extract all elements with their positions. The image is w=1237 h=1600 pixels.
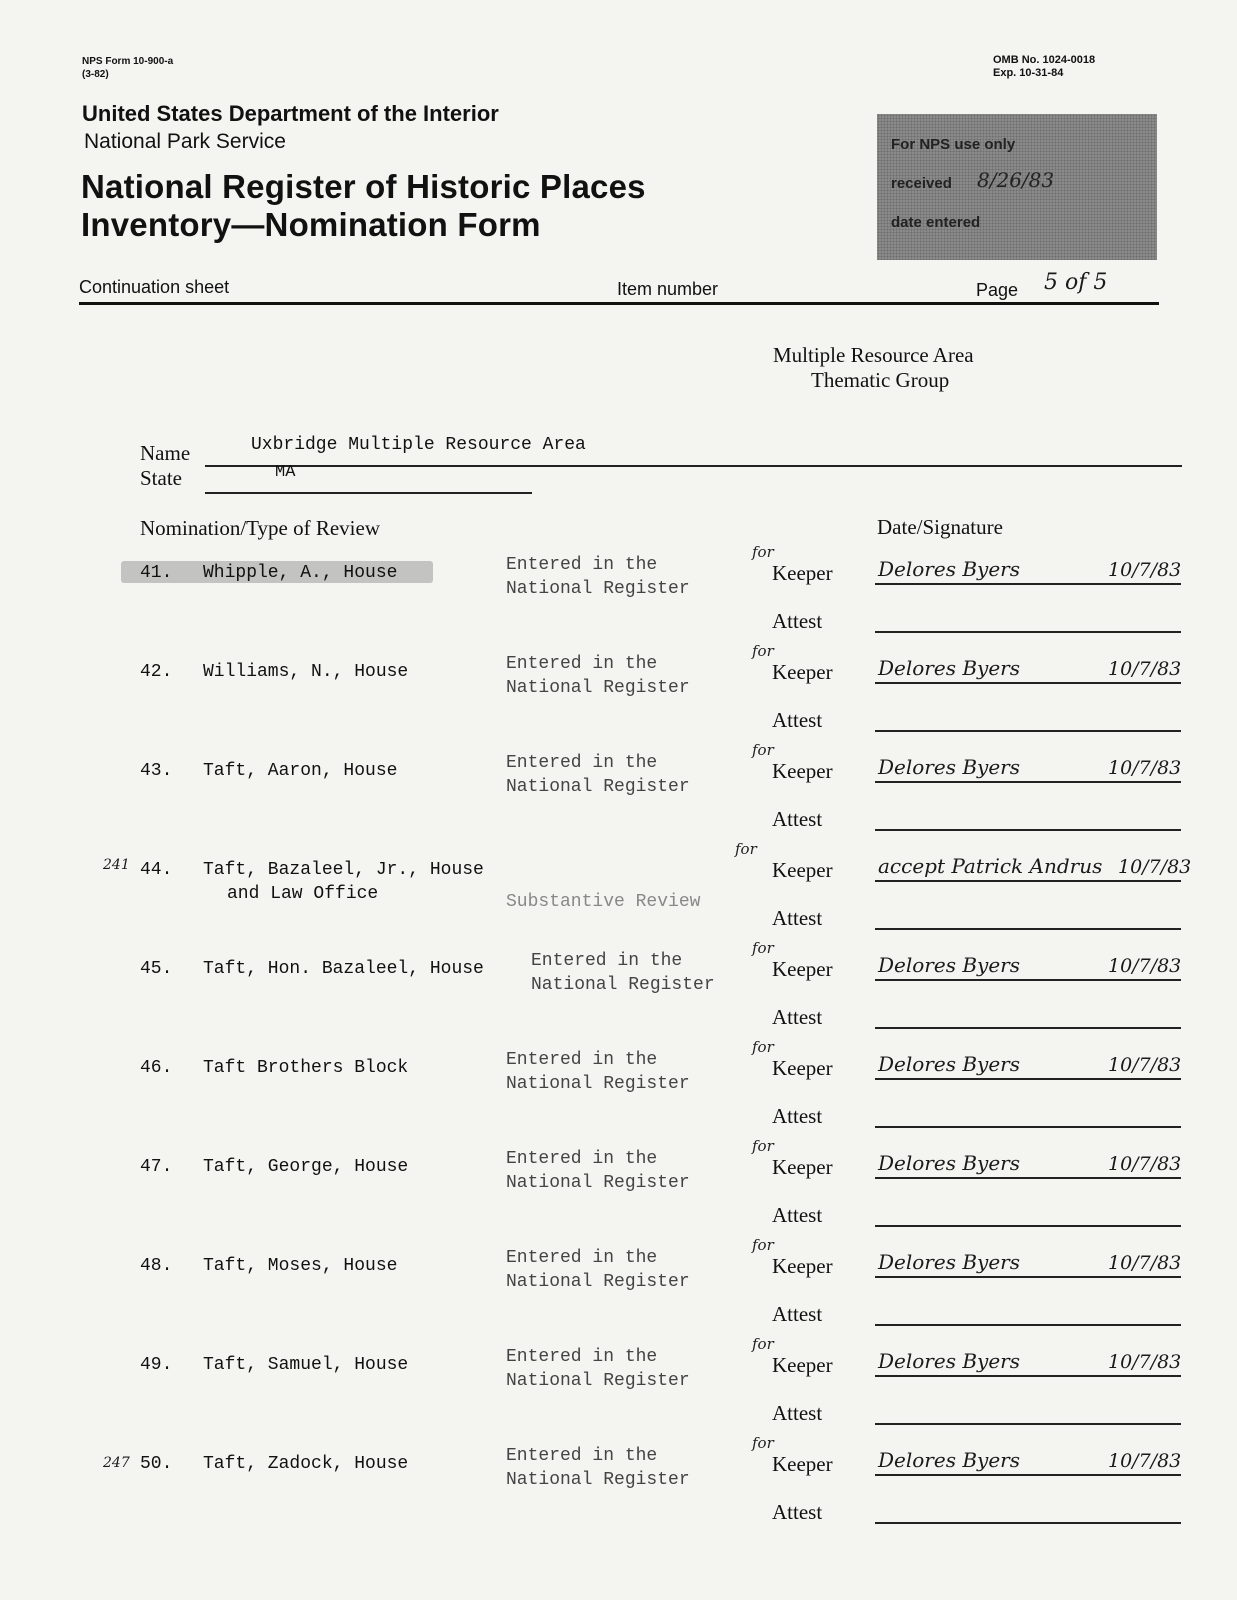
row-status-line1: Entered in the	[531, 951, 683, 971]
keeper-signature-date: 10/7/83	[1108, 1054, 1182, 1076]
row-property-name-2: and Law Office	[227, 884, 379, 904]
date-signature-label: Date/Signature	[877, 515, 1003, 539]
nps-use-box	[877, 114, 1157, 260]
keeper-signature-line	[875, 1177, 1181, 1179]
row-property-name: Taft, Hon. Bazaleel, House	[203, 959, 484, 979]
keeper-signature-line	[875, 1078, 1181, 1080]
service-name: National Park Service	[84, 130, 286, 153]
keeper-for-mark: for	[752, 939, 774, 957]
row-status-line2: Substantive Review	[506, 892, 701, 912]
attest-label: Attest	[772, 1401, 823, 1425]
keeper-signature: Delores Byers	[878, 953, 1020, 977]
keeper-label: Keeper	[772, 858, 833, 882]
row-status-line2: National Register	[531, 975, 715, 995]
keeper-label: Keeper	[772, 759, 833, 783]
attest-signature-line	[875, 928, 1181, 930]
row-number: 49.	[140, 1355, 173, 1375]
received-date: 8/26/83	[977, 168, 1055, 192]
keeper-signature-line	[875, 583, 1181, 585]
keeper-for-mark: for	[752, 543, 774, 561]
row-property-name: Taft, Aaron, House	[203, 761, 398, 781]
attest-label: Attest	[772, 906, 823, 930]
row-status-line2: National Register	[506, 579, 690, 599]
keeper-label: Keeper	[772, 1353, 833, 1377]
keeper-signature-date: 10/7/83	[1108, 658, 1182, 680]
attest-label: Attest	[772, 1500, 823, 1524]
row-status-line2: National Register	[506, 1371, 690, 1391]
nps-use-label: For NPS use only	[891, 136, 1016, 153]
attest-signature-line	[875, 829, 1181, 831]
keeper-signature: Delores Byers	[878, 755, 1020, 779]
keeper-signature-date: 10/7/83	[1108, 955, 1182, 977]
row-number: 44.	[140, 860, 173, 880]
keeper-signature-date: 10/7/83	[1108, 757, 1182, 779]
row-number: 41.	[140, 563, 173, 583]
date-entered-label: date entered	[891, 214, 981, 231]
row-status-line2: National Register	[506, 1173, 690, 1193]
row-status-line1: Entered in the	[506, 1149, 658, 1169]
attest-signature-line	[875, 1225, 1181, 1227]
keeper-signature-date: 10/7/83	[1118, 856, 1192, 878]
keeper-signature: Delores Byers	[878, 1349, 1020, 1373]
keeper-signature: Delores Byers	[878, 1448, 1020, 1472]
keeper-signature-date: 10/7/83	[1108, 1153, 1182, 1175]
attest-signature-line	[875, 1126, 1181, 1128]
keeper-signature: Delores Byers	[878, 1250, 1020, 1274]
keeper-label: Keeper	[772, 1155, 833, 1179]
row-number: 46.	[140, 1058, 173, 1078]
received-label: received	[891, 175, 952, 192]
keeper-label: Keeper	[772, 1452, 833, 1476]
keeper-for-mark: for	[752, 1137, 774, 1155]
keeper-for-mark: for	[752, 642, 774, 660]
page-number: 5 of 5	[1044, 270, 1108, 295]
row-property-name: Taft, Zadock, House	[203, 1454, 409, 1474]
keeper-label: Keeper	[772, 561, 833, 585]
keeper-for-mark: for	[752, 1335, 774, 1353]
omb-number: OMB No. 1024-0018	[993, 54, 1096, 66]
name-value: Uxbridge Multiple Resource Area	[251, 435, 586, 455]
keeper-label: Keeper	[772, 660, 833, 684]
row-status-line2: National Register	[506, 1470, 690, 1490]
omb-expiration: Exp. 10-31-84	[993, 67, 1064, 79]
name-label: Name	[140, 441, 191, 465]
attest-label: Attest	[772, 807, 823, 831]
keeper-signature-date: 10/7/83	[1108, 1450, 1182, 1472]
attest-signature-line	[875, 1027, 1181, 1029]
attest-signature-line	[875, 631, 1181, 633]
keeper-signature-line	[875, 979, 1181, 981]
row-number: 48.	[140, 1256, 173, 1276]
attest-label: Attest	[772, 1005, 823, 1029]
attest-label: Attest	[772, 1203, 823, 1227]
keeper-signature-line	[875, 1375, 1181, 1377]
row-property-name: Taft, George, House	[203, 1157, 409, 1177]
item-number-label: Item number	[617, 279, 719, 299]
attest-label: Attest	[772, 609, 823, 633]
row-status-line1: Entered in the	[506, 1347, 658, 1367]
keeper-signature: Delores Byers	[878, 1151, 1020, 1175]
row-number: 43.	[140, 761, 173, 781]
form-title-line1: National Register of Historic Places	[81, 168, 646, 205]
row-status-line1: Entered in the	[506, 1248, 658, 1268]
keeper-signature-line	[875, 1276, 1181, 1278]
margin-note-44: 241	[103, 857, 130, 873]
keeper-for-mark: for	[752, 1038, 774, 1056]
attest-signature-line	[875, 730, 1181, 732]
attest-signature-line	[875, 1324, 1181, 1326]
row-status-line1: Entered in the	[506, 1446, 658, 1466]
margin-note-50: 247	[103, 1455, 130, 1471]
keeper-signature-line	[875, 781, 1181, 783]
keeper-label: Keeper	[772, 1056, 833, 1080]
nomination-type-label: Nomination/Type of Review	[140, 516, 380, 540]
row-property-name: Taft Brothers Block	[203, 1058, 409, 1078]
row-status-line2: National Register	[506, 1074, 690, 1094]
keeper-label: Keeper	[772, 957, 833, 981]
keeper-for-mark: for	[752, 1236, 774, 1254]
attest-signature-line	[875, 1522, 1181, 1524]
keeper-for-mark: for	[752, 741, 774, 759]
row-property-name: Taft, Samuel, House	[203, 1355, 409, 1375]
continuation-sheet-label: Continuation sheet	[79, 277, 230, 297]
row-property-name: Taft, Moses, House	[203, 1256, 398, 1276]
keeper-signature-date: 10/7/83	[1108, 559, 1182, 581]
row-status-line2: National Register	[506, 777, 690, 797]
attest-label: Attest	[772, 708, 823, 732]
row-status-line1: Entered in the	[506, 753, 658, 773]
form-title-line2: Inventory—Nomination Form	[81, 206, 541, 243]
row-status-line2: National Register	[506, 1272, 690, 1292]
row-property-name: Whipple, A., House	[203, 563, 398, 583]
form-number: NPS Form 10-900-a	[82, 56, 174, 67]
keeper-signature-line	[875, 682, 1181, 684]
keeper-for-mark: for	[752, 1434, 774, 1452]
keeper-signature: Delores Byers	[878, 656, 1020, 680]
keeper-signature: accept Patrick Andrus	[878, 854, 1103, 878]
keeper-for-mark: for	[735, 840, 757, 858]
row-number: 42.	[140, 662, 173, 682]
group-line1: Multiple Resource Area	[773, 343, 974, 367]
state-label: State	[140, 466, 182, 490]
row-status-line1: Entered in the	[506, 654, 658, 674]
row-status-line1: Entered in the	[506, 555, 658, 575]
state-value: MA	[275, 463, 296, 482]
row-property-name: Williams, N., House	[203, 662, 409, 682]
row-number: 45.	[140, 959, 173, 979]
header-rule	[79, 302, 1159, 305]
attest-label: Attest	[772, 1302, 823, 1326]
attest-label: Attest	[772, 1104, 823, 1128]
keeper-signature: Delores Byers	[878, 557, 1020, 581]
state-underline	[205, 492, 532, 494]
keeper-signature-date: 10/7/83	[1108, 1252, 1182, 1274]
keeper-signature-line	[875, 1474, 1181, 1476]
keeper-label: Keeper	[772, 1254, 833, 1278]
group-line2: Thematic Group	[811, 368, 950, 392]
department-name: United States Department of the Interior	[82, 101, 499, 126]
row-property-name: Taft, Bazaleel, Jr., House	[203, 860, 484, 880]
row-number: 50.	[140, 1454, 173, 1474]
page-label: Page	[976, 280, 1019, 300]
keeper-signature-line	[875, 880, 1181, 882]
name-underline	[205, 465, 1182, 467]
row-status-line1: Entered in the	[506, 1050, 658, 1070]
form-revision: (3-82)	[82, 69, 109, 80]
row-number: 47.	[140, 1157, 173, 1177]
attest-signature-line	[875, 1423, 1181, 1425]
row-status-line2: National Register	[506, 678, 690, 698]
keeper-signature-date: 10/7/83	[1108, 1351, 1182, 1373]
keeper-signature: Delores Byers	[878, 1052, 1020, 1076]
